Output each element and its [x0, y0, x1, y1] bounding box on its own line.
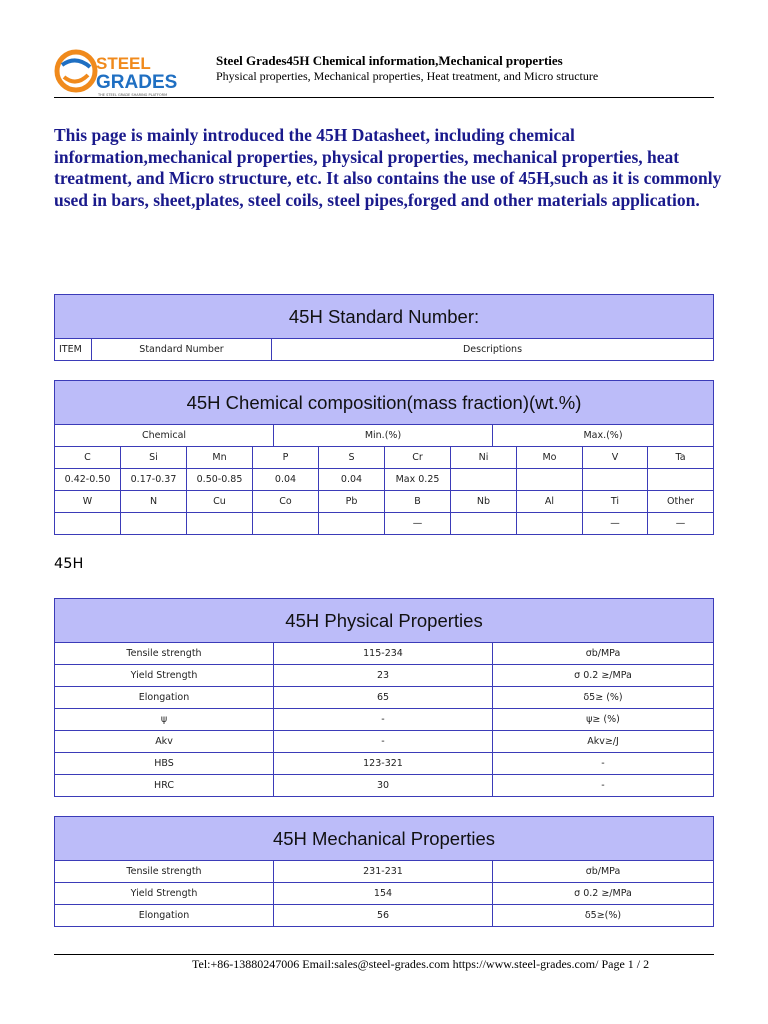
- table-header-row: [55, 425, 713, 447]
- table-cell: σb/MPa: [585, 648, 621, 659]
- table-cell: 23: [274, 665, 493, 686]
- table-cell: W: [55, 491, 121, 512]
- table-cell: 65: [274, 687, 493, 708]
- table-cell: B: [385, 491, 451, 512]
- table-cell: Ni: [451, 447, 517, 468]
- table-cell: Elongation: [55, 905, 274, 926]
- header-cell: Max.(%): [583, 430, 623, 441]
- table-cell: [517, 469, 583, 490]
- svg-text:THE STEEL GRADE SHARING PLATFO: THE STEEL GRADE SHARING PLATFORM: [98, 93, 168, 97]
- footer-divider: [54, 954, 714, 955]
- table-cell: [517, 513, 583, 534]
- table-row: [55, 709, 713, 731]
- table-cell: 0.17-0.37: [121, 469, 187, 490]
- chemical-table-title: 45H Chemical composition(mass fraction)(wt.%): [55, 381, 713, 425]
- table-cell: V: [583, 447, 648, 468]
- table-cell: Tensile strength: [55, 861, 274, 882]
- table-row: [55, 861, 713, 883]
- table-row: [55, 731, 713, 753]
- table-cell: Al: [517, 491, 583, 512]
- table-cell: σ 0.2 ≥/MPa: [574, 670, 632, 681]
- table-cell: [451, 513, 517, 534]
- table-cell: P: [253, 447, 319, 468]
- table-cell: Yield Strength: [55, 883, 274, 904]
- header-title: Steel Grades45H Chemical information,Mechanical properties: [216, 53, 563, 68]
- table-cell: 0.04: [319, 469, 385, 490]
- header-cell: ITEM: [55, 339, 92, 360]
- steel-grades-logo: [54, 47, 204, 99]
- table-cell: S: [319, 447, 385, 468]
- table-cell: Cr: [385, 447, 451, 468]
- table-cell: δ5≥ (%): [583, 692, 623, 703]
- table-cell: Cu: [187, 491, 253, 512]
- physical-properties-table: [54, 598, 714, 797]
- table-cell: Tensile strength: [55, 643, 274, 664]
- table-cell: 0.42-0.50: [55, 469, 121, 490]
- table-cell: [253, 513, 319, 534]
- table-row: [55, 491, 713, 513]
- table-cell: Ti: [583, 491, 648, 512]
- table-row: [55, 469, 713, 491]
- table-cell: σb/MPa: [585, 866, 621, 877]
- mechanical-properties-table: [54, 816, 714, 927]
- grade-label: 45H: [54, 556, 84, 572]
- footer-contact: Tel:+86-13880247006 Email:sales@steel-grades.com https://www.steel-grades.com/ Page 1 / 2: [192, 957, 650, 971]
- table-row: [55, 643, 713, 665]
- header-cell: Standard Number: [92, 339, 272, 360]
- table-cell: Yield Strength: [55, 665, 274, 686]
- table-cell: HBS: [55, 753, 274, 774]
- table-cell: [55, 513, 121, 534]
- table-cell: HRC: [55, 775, 274, 796]
- table-cell: [583, 469, 648, 490]
- table-cell: [319, 513, 385, 534]
- table-cell: 56: [274, 905, 493, 926]
- table-row: [55, 447, 713, 469]
- table-cell: Max 0.25: [385, 469, 451, 490]
- table-cell: Co: [253, 491, 319, 512]
- table-cell: ψ≥ (%): [586, 714, 620, 725]
- svg-text:STEEL: STEEL: [96, 54, 151, 73]
- table-cell: 30: [274, 775, 493, 796]
- table-cell: -: [601, 758, 605, 769]
- svg-text:GRADES: GRADES: [96, 72, 178, 93]
- table-cell: —: [675, 518, 686, 529]
- header-cell: Descriptions: [462, 344, 523, 355]
- table-cell: 123-321: [274, 753, 493, 774]
- table-cell: 0.50-0.85: [187, 469, 253, 490]
- table-cell: [187, 513, 253, 534]
- intro-paragraph: This page is mainly introduced the 45H Datasheet, including chemical information,mechanical properties, physical properties, mechanical properties, heat treatment, and Micro structure, etc. It also contains the use of 45H,such as it is commonly used in bars, sheet,plates, steel coils, steel pipes,forged and other materials application.: [54, 125, 722, 210]
- header-divider: [54, 97, 714, 98]
- table-cell: N: [121, 491, 187, 512]
- table-cell: ψ: [55, 709, 274, 730]
- table-cell: Other: [667, 496, 694, 507]
- mechanical-table-title: 45H Mechanical Properties: [55, 817, 713, 861]
- table-header-row: [55, 339, 713, 360]
- table-row: [55, 687, 713, 709]
- standard-number-table: [54, 294, 714, 361]
- table-cell: δ5≥(%): [584, 910, 622, 921]
- table-cell: Si: [121, 447, 187, 468]
- standard-table-title: 45H Standard Number:: [55, 295, 713, 339]
- table-cell: 154: [274, 883, 493, 904]
- table-cell: 0.04: [253, 469, 319, 490]
- table-cell: 115-234: [274, 643, 493, 664]
- table-cell: Pb: [319, 491, 385, 512]
- table-cell: 231-231: [274, 861, 493, 882]
- table-cell: Mo: [517, 447, 583, 468]
- header-cell: Min.(%): [274, 425, 493, 446]
- table-row: [55, 665, 713, 687]
- table-cell: -: [601, 780, 605, 791]
- table-cell: σ 0.2 ≥/MPa: [574, 888, 632, 899]
- table-row: [55, 883, 713, 905]
- table-cell: —: [583, 513, 648, 534]
- table-cell: Elongation: [55, 687, 274, 708]
- table-cell: -: [274, 731, 493, 752]
- table-row: [55, 513, 713, 534]
- table-cell: -: [274, 709, 493, 730]
- table-cell: Ta: [675, 452, 686, 463]
- physical-table-title: 45H Physical Properties: [55, 599, 713, 643]
- table-cell: Mn: [187, 447, 253, 468]
- table-cell: —: [385, 513, 451, 534]
- chemical-composition-table: [54, 380, 714, 535]
- table-cell: C: [55, 447, 121, 468]
- table-cell: Akv: [55, 731, 274, 752]
- table-cell: Akv≥/J: [587, 736, 619, 747]
- table-cell: [451, 469, 517, 490]
- header-subtitle: Physical properties, Mechanical properties, Heat treatment, and Micro structure: [216, 69, 599, 83]
- table-cell: [648, 469, 713, 490]
- table-row: [55, 905, 713, 926]
- table-row: [55, 775, 713, 796]
- table-cell: [121, 513, 187, 534]
- header-cell: Chemical: [55, 425, 274, 446]
- table-row: [55, 753, 713, 775]
- table-cell: Nb: [451, 491, 517, 512]
